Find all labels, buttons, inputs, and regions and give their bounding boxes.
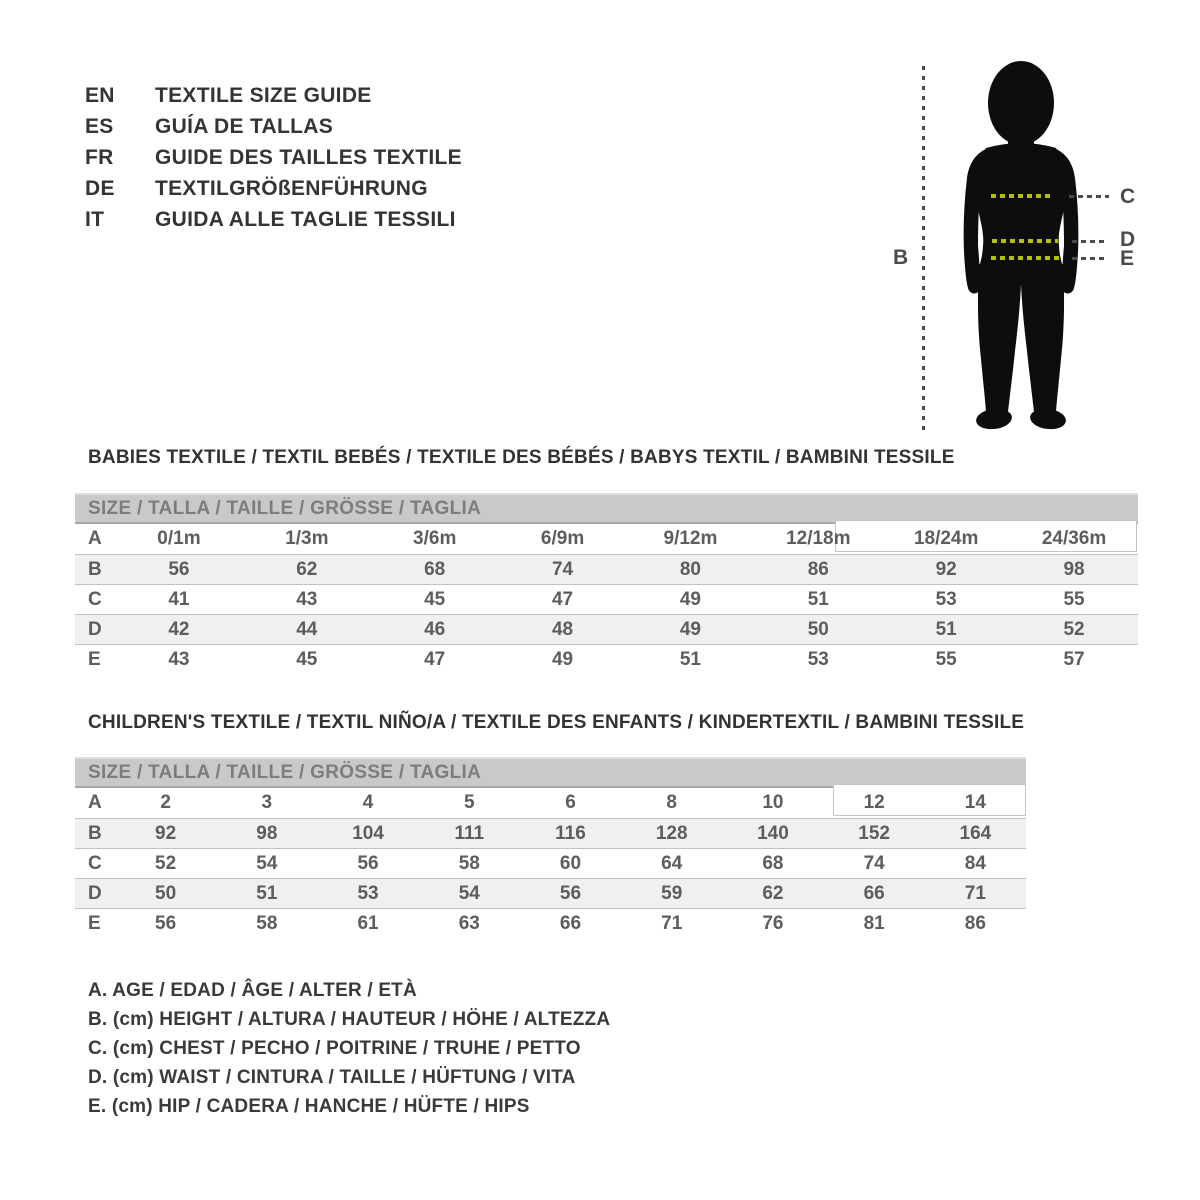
table-cell: 116 <box>555 822 586 844</box>
lang-row-en <box>85 80 462 111</box>
table-row-e <box>75 644 1138 674</box>
table-cell: 49 <box>679 588 701 610</box>
table-cell: 74 <box>551 558 574 580</box>
table-row-e <box>75 908 1026 938</box>
chest-body-dash <box>991 194 1054 198</box>
table-row-a <box>75 788 1026 818</box>
hip-label: E <box>1120 247 1135 270</box>
table-cell: 52 <box>1063 618 1085 640</box>
child-silhouette-icon <box>930 56 1110 441</box>
table-cell: 68 <box>424 558 446 580</box>
lang-code: FR <box>85 145 114 169</box>
lang-code: EN <box>85 83 115 107</box>
lang-title: TEXTILGRÖßENFÜHRUNG <box>155 176 428 200</box>
table-cell: 84 <box>964 852 986 874</box>
row-label: D <box>88 618 102 640</box>
table-row-b <box>75 818 1026 848</box>
table-cell: 12/18m <box>786 528 851 549</box>
table-cell: 61 <box>357 912 379 934</box>
table-cell: 53 <box>357 882 379 904</box>
table-cell: 71 <box>964 882 986 904</box>
legend-age: A. AGE / EDAD / ÂGE / ALTER / ETÀ <box>88 980 417 1001</box>
table-cell: 47 <box>424 648 446 670</box>
table-cell: 51 <box>935 618 957 640</box>
chest-label: C <box>1120 185 1136 208</box>
table-cell: 6 <box>565 792 576 813</box>
table-cell: 24/36m <box>1041 528 1107 549</box>
row-label: A <box>88 792 102 813</box>
table-row-c <box>75 584 1138 614</box>
table-cell: 66 <box>559 912 582 934</box>
table-cell: 59 <box>661 882 683 904</box>
table-cell: 111 <box>454 822 485 844</box>
lang-code: IT <box>85 207 105 231</box>
table-cell: 5 <box>463 792 475 813</box>
table-cell: 10 <box>762 792 784 813</box>
lang-row-de <box>85 173 462 204</box>
table-cell: 53 <box>807 648 829 670</box>
table-cell: 42 <box>168 618 190 640</box>
table-cell: 164 <box>959 822 992 844</box>
table-cell: 56 <box>559 882 582 904</box>
language-title-list <box>85 80 462 235</box>
table-cell: 62 <box>762 882 784 904</box>
table-cell: 104 <box>352 822 384 844</box>
table-cell: 60 <box>559 852 582 874</box>
table-cell: 8 <box>666 792 677 813</box>
table-cell: 76 <box>762 912 784 934</box>
table-cell: 63 <box>458 912 480 934</box>
table-cell: 80 <box>679 558 701 580</box>
table-cell: 44 <box>296 618 318 640</box>
lang-row-fr <box>85 142 462 173</box>
table-cell: 92 <box>935 558 957 580</box>
table-cell: 43 <box>296 588 318 610</box>
table-cell: 54 <box>458 882 480 904</box>
table-cell: 51 <box>679 648 701 670</box>
table-cell: 3 <box>261 792 273 813</box>
row-label: C <box>88 588 102 610</box>
table-cell: 41 <box>168 588 190 610</box>
table-cell: 86 <box>807 558 829 580</box>
table-cell: 56 <box>168 558 190 580</box>
table-cell: 66 <box>863 882 885 904</box>
table-cell: 71 <box>661 912 683 934</box>
table-cell: 3/6m <box>413 528 457 549</box>
table-cell: 6/9m <box>540 528 585 549</box>
table-cell: 4 <box>362 792 374 813</box>
table-row-c <box>75 848 1026 878</box>
chest-ext-dash <box>1069 195 1109 198</box>
table-cell: 9/12m <box>663 528 718 549</box>
row-label: E <box>88 912 101 934</box>
measurement-legend <box>88 976 610 1121</box>
lang-code: DE <box>85 176 115 200</box>
babies-table-header: SIZE / TALLA / TAILLE / GRÖSSE / TAGLIA <box>75 493 1138 524</box>
table-cell: 98 <box>256 822 278 844</box>
lang-code: ES <box>85 114 114 138</box>
table-cell: 12 <box>863 792 885 813</box>
children-size-table <box>75 757 1026 938</box>
table-cell: 53 <box>935 588 957 610</box>
table-cell: 140 <box>757 822 789 844</box>
children-section-title: CHILDREN'S TEXTILE / TEXTIL NIÑO/A / TEXTILE DES ENFANTS / KINDERTEXTIL / BAMBINI TESSILE <box>88 712 1025 733</box>
table-cell: 1/3m <box>285 528 329 549</box>
waist-ext-dash <box>1072 240 1106 243</box>
lang-row-it <box>85 204 462 235</box>
table-row-b <box>75 554 1138 584</box>
table-cell: 98 <box>1063 558 1085 580</box>
table-cell: 51 <box>807 588 829 610</box>
table-cell: 45 <box>296 648 318 670</box>
table-cell: 45 <box>424 588 446 610</box>
legend-height: B. (cm) HEIGHT / ALTURA / HAUTEUR / HÖHE / ALTEZZA <box>88 1009 611 1030</box>
lang-title: GUIDA ALLE TAGLIE TESSILI <box>155 207 456 231</box>
table-cell: 52 <box>155 852 177 874</box>
babies-size-table <box>75 493 1138 674</box>
table-cell: 43 <box>168 648 190 670</box>
row-label: B <box>88 558 102 580</box>
table-cell: 48 <box>551 618 574 640</box>
babies-section-title: BABIES TEXTILE / TEXTIL BEBÉS / TEXTILE DES BÉBÉS / BABYS TEXTIL / BAMBINI TESSILE <box>88 447 955 468</box>
table-cell: 50 <box>155 882 177 904</box>
table-cell: 51 <box>256 882 278 904</box>
lang-title: GUÍA DE TALLAS <box>155 114 334 138</box>
table-cell: 74 <box>863 852 885 874</box>
hip-ext-dash <box>1072 257 1106 260</box>
row-label: B <box>88 822 102 844</box>
table-cell: 2 <box>160 792 171 813</box>
table-row-d <box>75 878 1026 908</box>
lang-title: TEXTILE SIZE GUIDE <box>155 83 372 107</box>
table-row-a <box>75 524 1138 554</box>
table-cell: 64 <box>661 852 683 874</box>
table-cell: 56 <box>155 912 177 934</box>
legend-hip: E. (cm) HIP / CADERA / HANCHE / HÜFTE / HIPS <box>88 1096 530 1117</box>
table-cell: 56 <box>357 852 379 874</box>
row-label: D <box>88 882 102 904</box>
hip-body-dash <box>991 256 1060 260</box>
height-label: B <box>893 246 909 269</box>
legend-chest: C. (cm) CHEST / PECHO / POITRINE / TRUHE / PETTO <box>88 1038 581 1059</box>
table-cell: 128 <box>655 822 688 844</box>
children-table-header: SIZE / TALLA / TAILLE / GRÖSSE / TAGLIA <box>75 757 1026 788</box>
table-cell: 49 <box>679 618 701 640</box>
table-cell: 57 <box>1063 648 1085 670</box>
lang-title: GUIDE DES TAILLES TEXTILE <box>155 145 462 169</box>
table-cell: 58 <box>256 912 278 934</box>
table-row-d <box>75 614 1138 644</box>
row-label: A <box>88 528 102 549</box>
table-cell: 47 <box>551 588 574 610</box>
height-measure-line <box>922 66 925 431</box>
table-cell: 81 <box>863 912 885 934</box>
waist-body-dash <box>992 239 1058 243</box>
lang-row-es <box>85 111 462 142</box>
table-cell: 0/1m <box>157 528 201 549</box>
waist-label: D <box>1120 228 1136 251</box>
table-cell: 50 <box>807 618 829 640</box>
row-label: E <box>88 648 101 670</box>
table-cell: 54 <box>256 852 278 874</box>
table-cell: 68 <box>762 852 784 874</box>
table-cell: 58 <box>458 852 480 874</box>
row-label: C <box>88 852 102 874</box>
table-cell: 14 <box>964 792 986 813</box>
table-cell: 86 <box>964 912 986 934</box>
table-cell: 55 <box>1063 588 1085 610</box>
table-cell: 92 <box>155 822 177 844</box>
legend-waist: D. (cm) WAIST / CINTURA / TAILLE / HÜFTUNG / VITA <box>88 1067 576 1088</box>
table-cell: 46 <box>424 618 446 640</box>
table-cell: 55 <box>935 648 957 670</box>
table-cell: 18/24m <box>913 528 979 549</box>
table-cell: 62 <box>296 558 318 580</box>
table-cell: 152 <box>858 822 890 844</box>
table-cell: 49 <box>551 648 574 670</box>
